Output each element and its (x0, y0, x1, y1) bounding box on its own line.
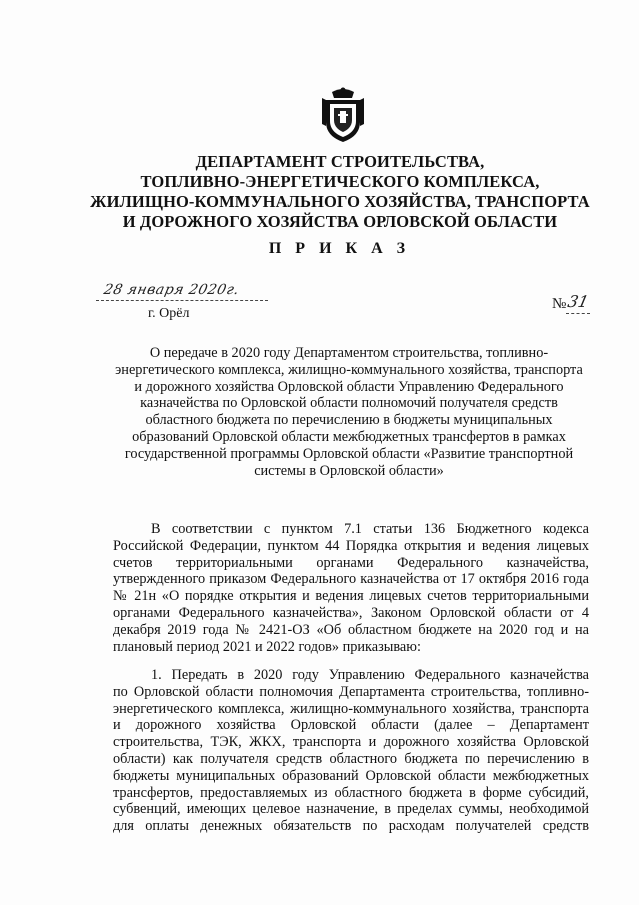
paragraph-line: органами Федерального казначейства», Законом Орловской области от 4 (113, 604, 589, 621)
paragraph-line: для оплаты денежных обязательств по расходам получателей средств (113, 818, 589, 835)
paragraph-line: и дорожного хозяйства Орловской области (далее – Департамент (113, 717, 589, 734)
department-line: ЖИЛИЩНО-КОММУНАЛЬНОГО ХОЗЯЙСТВА, ТРАНСПОРТА (90, 192, 590, 211)
paragraph-line: области) как получателя средств областного бюджета по перечислению в (113, 750, 589, 767)
paragraph-line: плановый период 2021 и 2022 годов» приказываю: (113, 638, 421, 655)
clause-1-paragraph (113, 667, 589, 835)
document-type-heading: П Р И К А З (268, 240, 411, 257)
subject-line: образований Орловской области межбюджетных трансфертов в рамках (132, 428, 566, 445)
subject-line: системы в Орловской области» (254, 462, 444, 479)
coat-of-arms-icon (318, 86, 368, 144)
subject-line: О передаче в 2020 году Департаментом строительства, топливно- (149, 345, 549, 361)
paragraph-line: субвенций, имеющих целевое назначение, в пределах суммы, необходимой (113, 801, 589, 818)
paragraph-line: счетов территориальными органами Федерального казначейства, (113, 554, 589, 571)
paragraph-line: Российской Федерации, пунктом 44 Порядка открытия и ведения лицевых (113, 537, 589, 554)
department-line: ДЕПАРТАМЕНТ СТРОИТЕЛЬСТВА, (195, 152, 485, 171)
paragraph-line: В соответствии с пунктом 7.1 статьи 136 Бюджетного кодекса (151, 521, 589, 537)
paragraph-line: декабря 2019 года № 2421-ОЗ «Об областном бюджете на 2020 год и на (113, 621, 589, 638)
department-title (90, 152, 590, 232)
paragraph-line: по Орловской области полномочия Департамента строительства, топливно- (113, 683, 589, 700)
city-label: г. Орёл (148, 306, 190, 321)
paragraph-line: строительства, ТЭК, ЖКХ, транспорта и дорожного хозяйства Орловской (113, 734, 589, 751)
order-number-label: № (552, 296, 567, 312)
paragraph-line: утвержденного приказом Федерального казначейства от 17 октября 2016 года (113, 571, 589, 588)
handwritten-date: 28 января 2020г. (102, 282, 241, 298)
preamble-paragraph (113, 521, 589, 655)
paragraph-line: бюджеты муниципальных образований Орловской области межбюджетных (113, 767, 589, 784)
department-line: ТОПЛИВНО-ЭНЕРГЕТИЧЕСКОГО КОМПЛЕКСА, (140, 172, 540, 191)
subject-line: областного бюджета по перечислению в бюджеты муниципальных (145, 412, 553, 429)
paragraph-line: трансфертов, предоставляемых из областного бюджета в форме субсидий, (113, 784, 589, 801)
subject-line: казначейства по Орловской области полномочий получателя средств (140, 395, 558, 412)
subject-line: государственной программы Орловской области «Развитие транспортной (124, 445, 574, 462)
paragraph-line: 1. Передать в 2020 году Управлению Федерального казначейства (151, 667, 589, 683)
subject-line: и дорожного хозяйства Орловской области Управлению Федерального (134, 378, 564, 395)
department-line: И ДОРОЖНОГО ХОЗЯЙСТВА ОРЛОВСКОЙ ОБЛАСТИ (122, 212, 558, 231)
subject-line: энергетического комплекса, жилищно-коммунального хозяйства, транспорта (115, 361, 583, 378)
date-underline (96, 300, 268, 301)
paragraph-line: № 21н «О порядке открытия и ведения лицевых счетов территориальными (113, 588, 589, 605)
number-underline (566, 313, 590, 314)
order-subject (100, 345, 598, 479)
handwritten-order-number: 31 (565, 292, 591, 311)
paragraph-line: энергетического комплекса, жилищно-коммунального хозяйства, транспорта (113, 700, 589, 717)
